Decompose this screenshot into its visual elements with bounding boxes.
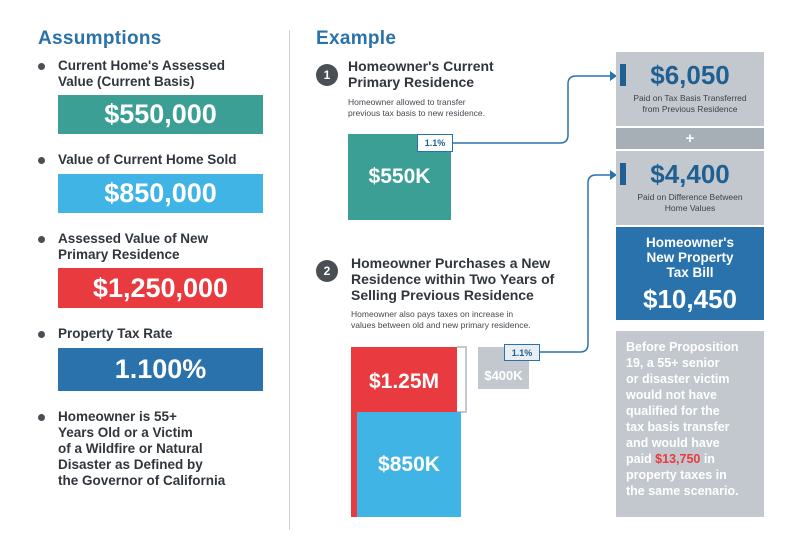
new-residence-value-box: $1,250,000 bbox=[58, 268, 263, 308]
total-tax-bill-label: Homeowner's New Property Tax Bill bbox=[646, 235, 734, 280]
new-residence-bar-label: $1.25M bbox=[368, 370, 440, 393]
tax-rate-value-box: 1.100% bbox=[58, 348, 263, 391]
home-sold-value-box: $850,000 bbox=[58, 174, 263, 213]
step-1-subtitle: Homeowner allowed to transfer previous tax basis to new residence. bbox=[348, 97, 486, 118]
assumption-label-tax-rate: Property Tax Rate bbox=[58, 326, 173, 341]
plus-divider: + bbox=[616, 128, 764, 149]
proposition-note-panel bbox=[616, 331, 764, 517]
tax-result-1-caption: Paid on Tax Basis Transferred from Previous Residence bbox=[633, 93, 747, 114]
step-2-title: Homeowner Purchases a New Residence within Two Years of Selling Previous Residence bbox=[351, 255, 555, 303]
step-1-title: Homeowner's Current Primary Residence bbox=[348, 58, 494, 90]
step-2-number: 2 bbox=[316, 260, 338, 282]
total-tax-bill-panel bbox=[616, 227, 764, 320]
assumption-label-new-residence: Assessed Value of New Primary Residence bbox=[58, 231, 209, 262]
step-2-rate-tag: 1.1% bbox=[504, 344, 540, 361]
old-home-bar: $850K bbox=[357, 412, 461, 517]
example-heading: Example bbox=[316, 28, 397, 49]
current-assessed-value-box: $550,000 bbox=[58, 95, 263, 134]
step-2-subtitle: Homeowner also pays taxes on increase in values between old and new primary residence. bbox=[351, 309, 531, 330]
tax-result-2-value: $4,400 bbox=[650, 159, 730, 189]
current-residence-box: $550K bbox=[348, 134, 451, 220]
proposition-note-text: Before Proposition 19, a 55+ senior or disaster victim would not have qualified for the tax basis transfer and would have paid $13,750 in property taxes in the same scenario. bbox=[626, 340, 739, 498]
difference-box: $400K bbox=[478, 347, 529, 389]
assumptions-heading: Assumptions bbox=[38, 28, 162, 49]
assumption-label-current-assessed: Current Home's Assessed Value (Current Basis) bbox=[58, 58, 226, 89]
assumption-label-age-disaster: Homeowner is 55+ Years Old or a Victim of a Wildfire or Natural Disaster as Defined by the Governor of California bbox=[58, 409, 226, 488]
assumption-label-home-sold: Value of Current Home Sold bbox=[58, 152, 237, 167]
difference-bracket bbox=[457, 347, 466, 412]
step-1-number: 1 bbox=[316, 64, 338, 86]
total-tax-bill-value: $10,450 bbox=[643, 284, 737, 314]
tax-result-2-caption: Paid on Difference Between Home Values bbox=[637, 192, 743, 213]
step-1-rate-tag: 1.1% bbox=[417, 134, 453, 152]
prior-tax-amount: $13,750 bbox=[655, 452, 701, 466]
tax-result-1-value: $6,050 bbox=[650, 60, 730, 90]
